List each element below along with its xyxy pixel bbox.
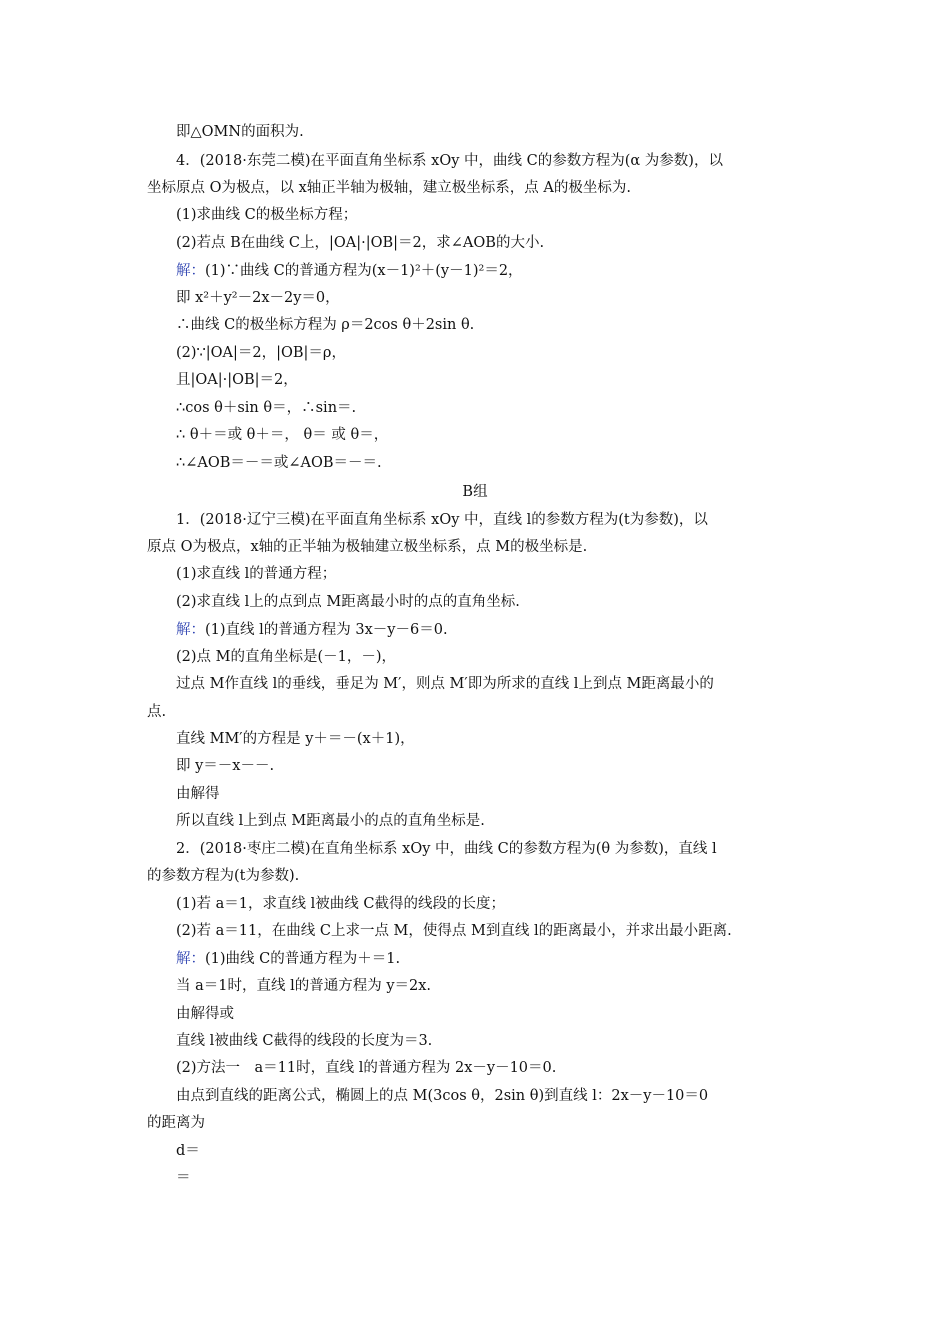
line-text: 即△OMN的面积为. bbox=[176, 124, 304, 140]
text-line bbox=[176, 564, 846, 584]
line-text: ∴cos θ＋sin θ＝，∴sin＝. bbox=[176, 400, 357, 416]
text-line bbox=[176, 288, 846, 308]
line-text: 即 y＝－x－－. bbox=[176, 758, 275, 774]
line-text: 过点 M作直线 l的垂线，垂足为 M′，则点 M′即为所求的直线 l上到点 M距离最小的 bbox=[176, 676, 714, 692]
line-text: 点. bbox=[147, 704, 167, 720]
text-line bbox=[176, 1086, 846, 1106]
text-line bbox=[176, 453, 846, 473]
line-text: (1)求曲线 C的极坐标方程； bbox=[176, 207, 358, 223]
text-line bbox=[176, 976, 846, 996]
line-text: (2)点 M的直角坐标是(－1，－)， bbox=[176, 649, 397, 665]
text-line bbox=[176, 1004, 846, 1024]
line-text: (2)方法一 a＝11时，直线 l的普通方程为 2x－y－10＝0. bbox=[176, 1060, 557, 1076]
text-line bbox=[176, 233, 846, 253]
text-line bbox=[176, 1031, 846, 1051]
line-text: 的距离为 bbox=[147, 1115, 205, 1131]
text-line bbox=[176, 949, 846, 969]
line-text: 由解得或 bbox=[176, 1006, 234, 1022]
line-text: 的参数方程为(t为参数). bbox=[147, 868, 300, 884]
text-line bbox=[176, 425, 846, 445]
line-text: (1)直线 l的普通方程为 3x－y－6＝0. bbox=[205, 622, 448, 638]
text-line bbox=[176, 343, 846, 363]
line-text: ∴∠AOB＝－＝或∠AOB＝－＝. bbox=[176, 455, 382, 471]
text-line bbox=[176, 261, 846, 281]
text-line bbox=[176, 620, 846, 640]
solution-label: 解： bbox=[176, 622, 205, 638]
solution-label: 解： bbox=[176, 951, 205, 967]
line-text: 原点 O为极点，x轴的正半轴为极轴建立极坐标系，点 M的极坐标是. bbox=[147, 539, 588, 555]
text-line bbox=[176, 398, 846, 418]
line-text: 所以直线 l上到点 M距离最小的点的直角坐标是. bbox=[176, 813, 485, 829]
text-line bbox=[176, 647, 846, 667]
text-line bbox=[176, 510, 846, 530]
text-line bbox=[176, 592, 846, 612]
text-line bbox=[176, 205, 846, 225]
line-text: 直线 MM′的方程是 y＋＝－(x＋1)， bbox=[176, 731, 415, 747]
line-text: B组 bbox=[462, 484, 488, 500]
text-line bbox=[176, 784, 846, 804]
text-line bbox=[176, 370, 846, 390]
line-text: d＝ bbox=[176, 1143, 200, 1159]
line-text: (1)若 a＝1，求直线 l被曲线 C截得的线段的长度； bbox=[176, 896, 505, 912]
line-text: 2．(2018·枣庄二模)在直角坐标系 xOy 中，曲线 C的参数方程为(θ 为参数)，直线 l bbox=[176, 841, 717, 857]
text-line bbox=[176, 756, 846, 776]
line-text: 且|OA|·|OB|＝2， bbox=[176, 372, 298, 388]
text-line bbox=[147, 702, 817, 722]
line-text: ∴曲线 C的极坐标方程为 ρ＝2cos θ＋2sin θ. bbox=[176, 317, 475, 333]
text-line bbox=[147, 178, 817, 198]
text-line bbox=[176, 122, 846, 142]
text-line bbox=[176, 839, 846, 859]
line-text: (2)若点 B在曲线 C上，|OA|·|OB|＝2，求∠AOB的大小. bbox=[176, 235, 545, 251]
line-text: 由点到直线的距离公式，椭圆上的点 M(3cos θ，2sin θ)到直线 l：2x－y－10＝0 bbox=[176, 1088, 709, 1104]
line-text: (1)曲线 C的普通方程为＋＝1. bbox=[205, 951, 401, 967]
text-line bbox=[147, 1113, 817, 1133]
line-text: 坐标原点 O为极点，以 x轴正半轴为极轴，建立极坐标系，点 A的极坐标为. bbox=[147, 180, 631, 196]
text-line bbox=[176, 1141, 846, 1161]
text-line bbox=[176, 674, 846, 694]
text-line bbox=[176, 1058, 846, 1078]
line-text: 直线 l被曲线 C截得的线段的长度为＝3. bbox=[176, 1033, 433, 1049]
text-line bbox=[176, 894, 846, 914]
line-text: (1)∵曲线 C的普通方程为(x－1)²＋(y－1)²＝2， bbox=[205, 263, 523, 279]
text-line bbox=[176, 811, 846, 831]
line-text: 由解得 bbox=[176, 786, 220, 802]
text-line bbox=[176, 151, 846, 171]
line-text: (2)若 a＝11，在曲线 C上求一点 M，使得点 M到直线 l的距离最小，并求出最小距离. bbox=[176, 923, 732, 939]
line-text: (2)求直线 l上的点到点 M距离最小时的点的直角坐标. bbox=[176, 594, 520, 610]
line-text: ∴ θ＋＝或 θ＋＝， θ＝ 或 θ＝， bbox=[176, 427, 389, 443]
line-text: 1．(2018·辽宁三模)在平面直角坐标系 xOy 中，直线 l的参数方程为(t为参数)，以 bbox=[176, 512, 708, 528]
text-line bbox=[147, 866, 817, 886]
line-text: (2)∵|OA|＝2，|OB|＝ρ， bbox=[176, 345, 346, 361]
text-line bbox=[147, 537, 817, 557]
text-line bbox=[176, 1168, 846, 1188]
line-text: 当 a＝1时，直线 l的普通方程为 y＝2x. bbox=[176, 978, 432, 994]
section-heading bbox=[0, 482, 950, 502]
text-line bbox=[176, 315, 846, 335]
line-text: ＝ bbox=[176, 1170, 191, 1186]
solution-label: 解： bbox=[176, 263, 205, 279]
line-text: 即 x²＋y²－2x－2y＝0， bbox=[176, 290, 340, 306]
text-line bbox=[176, 729, 846, 749]
text-line bbox=[176, 921, 846, 941]
line-text: (1)求直线 l的普通方程； bbox=[176, 566, 337, 582]
line-text: 4．(2018·东莞二模)在平面直角坐标系 xOy 中，曲线 C的参数方程为(α 为参数)，以 bbox=[176, 153, 723, 169]
